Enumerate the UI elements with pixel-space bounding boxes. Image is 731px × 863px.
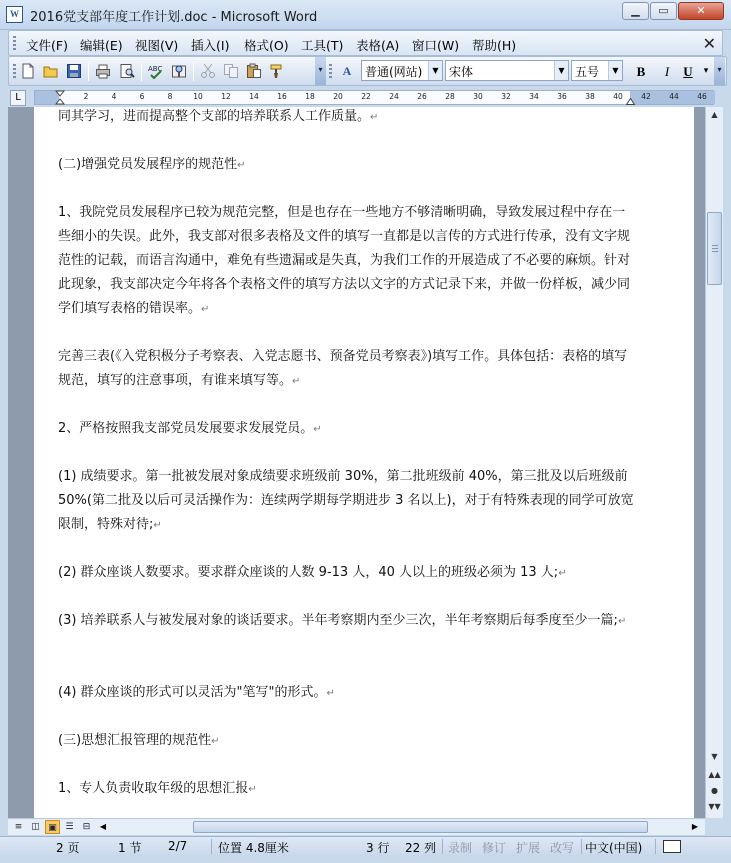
paragraph-text: (二)增强党员发展程序的规范性 <box>58 157 238 172</box>
paragraph-mark-icon: ↵ <box>211 736 220 747</box>
font-size-select[interactable] <box>571 60 623 81</box>
paragraph-mark-icon: ↵ <box>326 688 335 699</box>
document-close-icon[interactable]: ✕ <box>702 34 716 53</box>
status-separator <box>211 839 212 854</box>
paragraph-text: (3) 培养联系人与被发展对象的谈话要求。半年考察期内至少三次，半年考察期后每季度至少一篇; <box>58 613 618 628</box>
previous-page-icon[interactable]: ▲▲ <box>708 770 721 779</box>
menu-edit[interactable]: 编辑(E) <box>80 38 123 53</box>
font-select[interactable] <box>445 60 569 81</box>
paragraph[interactable] <box>58 107 638 130</box>
scroll-left-icon[interactable]: ◀ <box>99 822 107 831</box>
styles-and-formatting-icon[interactable]: A <box>342 64 352 78</box>
ruler-tick: 14 <box>249 92 259 101</box>
menu-insert[interactable]: 插入(I) <box>191 38 230 53</box>
next-page-icon[interactable]: ▼▼ <box>708 802 721 811</box>
status-language[interactable]: 中文(中国) <box>585 841 643 855</box>
svg-text:ABC: ABC <box>148 65 163 73</box>
ruler-tick: 40 <box>613 92 623 101</box>
status-separator <box>442 839 443 854</box>
status-section: 1 节 <box>118 841 142 855</box>
ruler-area <box>8 88 727 107</box>
toolbar <box>8 56 727 86</box>
toolbar-options-chevron-icon[interactable]: ▾ <box>315 57 326 85</box>
paragraph-text: (4) 群众座谈的形式可以灵活为"笔写"的形式。 <box>58 685 327 700</box>
menu-tools[interactable]: 工具(T) <box>301 38 344 53</box>
underline-button[interactable]: U <box>683 64 693 79</box>
paragraph-text: (三)思想汇报管理的规范性 <box>58 733 212 748</box>
ruler-tick: 16 <box>277 92 287 101</box>
minimize-button[interactable]: ▁ <box>622 2 649 20</box>
status-track-changes[interactable]: 修订 <box>482 841 507 855</box>
toolbar-separator <box>141 63 142 81</box>
menu-help[interactable]: 帮助(H) <box>472 38 517 53</box>
paragraph-text: 同其学习，进而提高整个支部的培养联系人工作质量。 <box>58 109 371 124</box>
new-document-icon[interactable] <box>20 63 36 79</box>
scroll-up-icon[interactable]: ▲ <box>711 110 718 119</box>
ruler-tick: 10 <box>193 92 203 101</box>
menu-grip-icon[interactable] <box>13 36 16 51</box>
paragraph[interactable] <box>58 345 638 394</box>
paragraph-text: (2) 群众座谈人数要求。要求群众座谈的人数 9-13 人，40 人以上的班级必须为 13 人; <box>58 565 559 580</box>
font-size-value: 五号 <box>575 65 600 79</box>
ruler-tick: 34 <box>529 92 539 101</box>
ruler-tick: 2 <box>83 92 89 101</box>
ruler-tick: 26 <box>417 92 427 101</box>
paragraph[interactable] <box>58 561 638 586</box>
reading-layout-icon[interactable]: ⊟ <box>82 822 91 832</box>
font-select-value: 宋体 <box>449 65 474 79</box>
chevron-down-icon[interactable]: ▼ <box>428 61 442 80</box>
research-icon[interactable] <box>171 63 187 79</box>
cut-icon[interactable] <box>200 63 216 79</box>
ruler-tick: 28 <box>445 92 455 101</box>
toolbar-separator <box>193 63 194 81</box>
word-doc-icon[interactable]: W <box>6 6 23 23</box>
vertical-scroll-thumb[interactable] <box>707 212 722 285</box>
horizontal-scroll-thumb[interactable] <box>193 821 648 833</box>
italic-button[interactable]: I <box>664 64 670 79</box>
style-select-value: 普通(网站) <box>365 65 423 79</box>
paste-icon[interactable] <box>246 63 262 79</box>
chevron-down-icon[interactable]: ▼ <box>554 61 568 80</box>
paragraph-mark-icon: ↵ <box>558 568 567 579</box>
formatting-grip-icon[interactable] <box>329 64 332 80</box>
ruler-tick: 38 <box>585 92 595 101</box>
paragraph-text: 1、我院党员发展程序已较为规范完整，但是也存在一些地方不够清晰明确，导致发展过程中存在一些细小的失误。此外，我支部对很多表格及文件的填写一直都是以言传的方式进行传承，没有文字规范性的记载，而语言沟通中，难免有些遗漏或是失真，为我们工作的开展造成了不必要的麻烦。针对此现象，我支部决定今年将各个表格文件的填写方法以文字的方式记录下来，并做一份样板，减少同学们填写表格的错误率。 <box>58 205 631 316</box>
print-icon[interactable] <box>95 63 111 79</box>
status-separator <box>655 839 656 854</box>
status-record-macro[interactable]: 录制 <box>448 841 473 855</box>
scroll-right-icon[interactable]: ▶ <box>691 822 699 831</box>
status-separator <box>581 839 582 854</box>
menu-window[interactable]: 窗口(W) <box>412 38 460 53</box>
web-layout-icon[interactable]: ◫ <box>31 822 40 832</box>
heading-paragraph[interactable] <box>58 153 638 178</box>
ruler-tick: 32 <box>501 92 511 101</box>
menu-table[interactable]: 表格(A) <box>356 38 400 53</box>
status-page: 2 页 <box>56 841 80 855</box>
paragraph-mark-icon: ↵ <box>153 520 162 531</box>
ruler-tick: 24 <box>389 92 399 101</box>
menu-format[interactable]: 格式(O) <box>244 38 289 53</box>
ruler-tick: 36 <box>557 92 567 101</box>
paragraph-mark-icon: ↵ <box>248 784 257 795</box>
style-select[interactable] <box>361 60 443 81</box>
paragraph-mark-icon: ↵ <box>292 376 301 387</box>
paragraph[interactable] <box>58 777 638 802</box>
title-bar <box>0 0 731 30</box>
chevron-down-icon[interactable]: ▼ <box>608 61 622 80</box>
paragraph[interactable] <box>58 201 638 322</box>
ruler-tick: 18 <box>305 92 315 101</box>
underline-dropdown-icon[interactable]: ▾ <box>703 66 709 76</box>
vertical-scrollbar[interactable] <box>705 107 723 818</box>
paragraph-text: (1) 成绩要求。第一批被发展对象成绩要求班级前 30%，第二批班级前 40%，第三批及以后班级前 50%(第二批及以后可灵活操作为：连续两学期每学期进步 3 名以上)，对于有特殊表现的同学可放宽限制，特殊对待; <box>58 469 634 532</box>
copy-icon[interactable] <box>223 63 239 79</box>
ruler-tick: 42 <box>641 92 651 101</box>
tab-selector[interactable]: L <box>10 90 26 106</box>
ruler-tick: 4 <box>111 92 117 101</box>
ruler-tick: 30 <box>473 92 483 101</box>
status-page-of: 2/7 <box>168 839 188 853</box>
heading-paragraph[interactable] <box>58 729 638 754</box>
paragraph[interactable] <box>58 681 638 706</box>
ruler-tick: 46 <box>697 92 707 101</box>
close-button[interactable]: ✕ <box>678 2 724 20</box>
status-extend[interactable]: 扩展 <box>516 841 541 855</box>
indent-marker-icon[interactable] <box>55 90 65 106</box>
paragraph-mark-icon: ↵ <box>370 112 379 123</box>
formatting-options-chevron-icon[interactable]: ▾ <box>714 57 725 85</box>
document-area[interactable] <box>8 107 705 818</box>
horizontal-scrollbar[interactable] <box>8 818 705 835</box>
document-page[interactable] <box>34 107 694 818</box>
menu-file[interactable]: 文件(F) <box>26 38 68 53</box>
status-position: 位置 4.8厘米 <box>218 841 289 855</box>
paragraph[interactable] <box>58 609 638 634</box>
maximize-button[interactable]: ▭ <box>650 2 677 20</box>
paragraph-mark-icon: ↵ <box>237 160 246 171</box>
spelling-icon[interactable] <box>148 63 164 79</box>
spelling-status-icon[interactable] <box>663 840 681 853</box>
ruler-tick: 6 <box>139 92 145 101</box>
paragraph-text: 完善三表(《入党积极分子考察表、入党志愿书、预备党员考察表》)填写工作。具体包括：表格的填写规范，填写的注意事项，有谁来填写等。 <box>58 349 628 388</box>
save-icon[interactable] <box>66 63 82 79</box>
outline-view-icon[interactable]: ☰ <box>65 822 74 832</box>
menu-view[interactable]: 视图(V) <box>135 38 179 53</box>
print-layout-icon[interactable]: ▣ <box>45 820 60 834</box>
paragraph-mark-icon: ↵ <box>313 424 322 435</box>
bold-button[interactable]: B <box>636 64 646 79</box>
status-overtype[interactable]: 改写 <box>550 841 575 855</box>
scroll-down-icon[interactable]: ▼ <box>711 752 718 761</box>
ruler-tick: 22 <box>361 92 371 101</box>
paragraph-mark-icon: ↵ <box>617 616 627 627</box>
ruler-tick: 20 <box>333 92 343 101</box>
open-folder-icon[interactable] <box>43 63 59 79</box>
format-painter-icon[interactable] <box>269 63 285 79</box>
paragraph[interactable] <box>58 417 638 442</box>
window-title: 2016党支部年度工作计划.doc - Microsoft Word <box>30 10 318 25</box>
toolbar-separator <box>88 63 89 81</box>
paragraph[interactable] <box>58 465 638 538</box>
status-column: 22 列 <box>405 841 437 855</box>
status-bar <box>0 836 731 856</box>
paragraph-text: 2、严格按照我支部党员发展要求发展党员。 <box>58 421 314 436</box>
ruler-tick: 44 <box>669 92 679 101</box>
paragraph-text: 1、专人负责收取年级的思想汇报 <box>58 781 249 796</box>
status-line: 3 行 <box>366 841 390 855</box>
toolbar-grip-icon[interactable] <box>13 64 16 80</box>
scroll-grip-icon <box>712 245 718 253</box>
menu-bar <box>8 30 723 56</box>
print-preview-icon[interactable] <box>119 63 135 79</box>
right-indent-marker-icon[interactable] <box>626 98 635 105</box>
horizontal-ruler[interactable] <box>34 90 714 105</box>
ruler-tick: 12 <box>221 92 231 101</box>
ruler-tick: 8 <box>167 92 173 101</box>
select-browse-object-icon[interactable]: ● <box>711 786 718 795</box>
normal-view-icon[interactable]: ≡ <box>14 822 23 832</box>
paragraph-mark-icon: ↵ <box>201 304 210 315</box>
